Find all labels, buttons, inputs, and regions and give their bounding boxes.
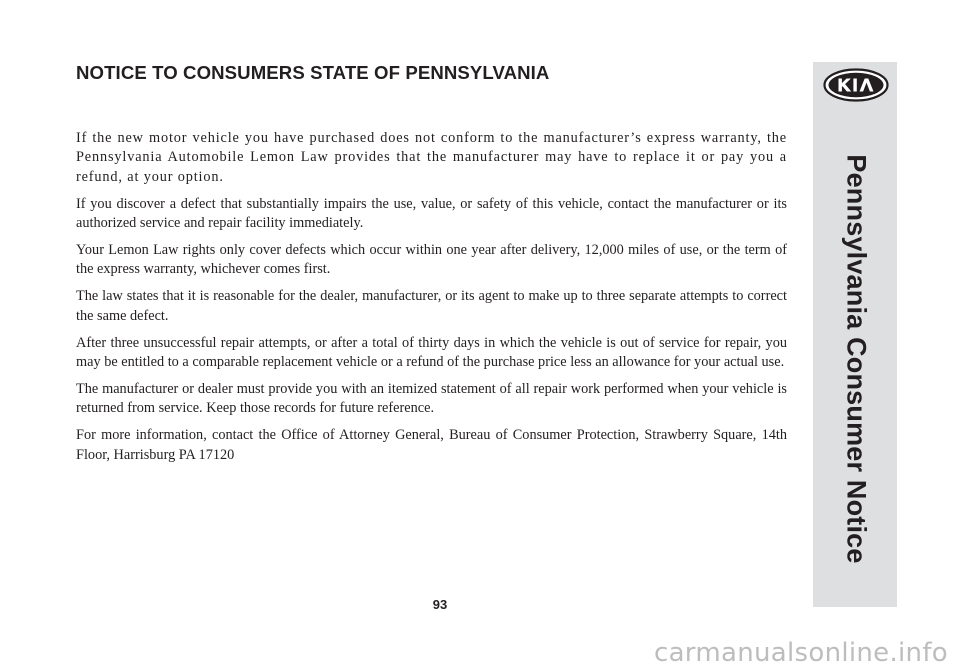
- paragraph-6: The manufacturer or dealer must provide you with an itemized statement of all repair work performed when your vehicle is returned from service. Keep those records for future reference.: [76, 380, 787, 417]
- paragraph-2: If you discover a defect that substantially impairs the use, value, or safety of this vehicle, contact the manufacturer or its authorized service and repair facility immediately.: [76, 195, 787, 232]
- paragraph-1: If the new motor vehicle you have purchased does not conform to the manufacturer’s express warranty, the Pennsylvania Automobile Lemon Law provides that the manufacturer may have to replace it or pay you a refund, at your option.: [76, 130, 787, 185]
- paragraph-5: After three unsuccessful repair attempts, or after a total of thirty days in which the vehicle is out of service for repair, you may be entitled to a comparable replacement vehicle or a refund of the purchase price less an allowance for your actual use.: [76, 334, 787, 371]
- paragraph-7: For more information, contact the Office of Attorney General, Bureau of Consumer Protection, Strawberry Square, 14th Floor, Harrisburg PA 17120: [76, 427, 787, 463]
- kia-logo-icon: [823, 68, 889, 102]
- paragraph-3: Your Lemon Law rights only cover defects which occur within one year after delivery, 12,000 miles of use, or the term of the express warranty, whichever comes first.: [76, 242, 787, 278]
- watermark: carmanualsonline.info: [653, 638, 948, 668]
- page-title: NOTICE TO CONSUMERS STATE OF PENNSYLVANIA: [76, 62, 550, 83]
- side-tab-title-text: Pennsylvania Consumer Notice: [841, 153, 872, 564]
- page-number: 93: [432, 597, 448, 612]
- paragraph-4: The law states that it is reasonable for the dealer, manufacturer, or its agent to make up to three separate attempts to correct the same defect.: [76, 288, 787, 324]
- notice-body: [76, 129, 787, 473]
